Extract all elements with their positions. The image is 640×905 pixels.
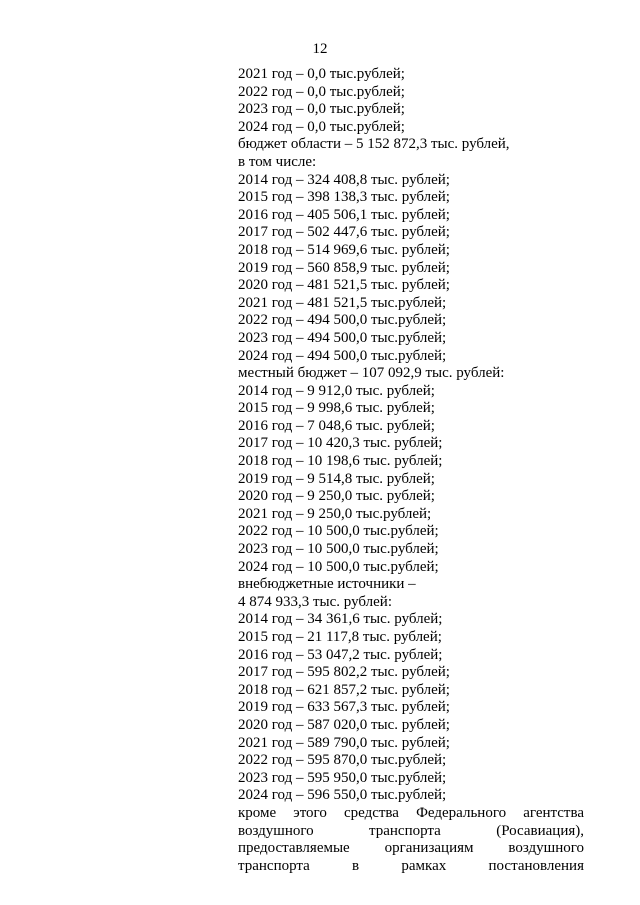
text-line: 2018 год – 10 198,6 тыс. рублей; xyxy=(238,453,443,470)
text-line: бюджет области – 5 152 872,3 тыс. рублей, xyxy=(238,136,510,153)
text-line: 2021 год – 9 250,0 тыс.рублей; xyxy=(238,505,432,522)
text-line: 2024 год – 10 500,0 тыс.рублей; xyxy=(238,558,439,575)
text-line: 2019 год – 633 567,3 тыс. рублей; xyxy=(238,699,450,716)
text-line: внебюджетные источники – xyxy=(238,576,416,593)
text-line: 2019 год – 560 858,9 тыс. рублей; xyxy=(238,259,450,276)
paragraph-line: транспорта в рамках постановления xyxy=(238,857,584,874)
text-line: 2023 год – 10 500,0 тыс.рублей; xyxy=(238,541,439,558)
text-line: 2017 год – 502 447,6 тыс. рублей; xyxy=(238,224,450,241)
text-line: 2022 год – 10 500,0 тыс.рублей; xyxy=(238,523,439,540)
text-line: 2023 год – 0,0 тыс.рублей; xyxy=(238,101,405,118)
text-line: 2015 год – 398 138,3 тыс. рублей; xyxy=(238,189,450,206)
paragraph-line: предоставляемые организациям воздушного xyxy=(238,840,584,857)
text-line: 2022 год – 0,0 тыс.рублей; xyxy=(238,83,405,100)
text-line: 2018 год – 621 857,2 тыс. рублей; xyxy=(238,681,450,698)
text-line: 2015 год – 9 998,6 тыс. рублей; xyxy=(238,400,435,417)
text-line: 2024 год – 596 550,0 тыс.рублей; xyxy=(238,787,447,804)
text-line: 2016 год – 7 048,6 тыс. рублей; xyxy=(238,417,435,434)
text-line: местный бюджет – 107 092,9 тыс. рублей: xyxy=(238,365,505,382)
text-line: 4 874 933,3 тыс. рублей: xyxy=(238,593,392,610)
paragraph-line: воздушного транспорта (Росавиация), xyxy=(238,822,584,839)
text-line: 2022 год – 494 500,0 тыс.рублей; xyxy=(238,312,447,329)
text-line: 2024 год – 0,0 тыс.рублей; xyxy=(238,118,405,135)
text-line: 2016 год – 405 506,1 тыс. рублей; xyxy=(238,206,450,223)
text-line: 2024 год – 494 500,0 тыс.рублей; xyxy=(238,347,447,364)
text-line: 2019 год – 9 514,8 тыс. рублей; xyxy=(238,470,435,487)
text-line: 2017 год – 10 420,3 тыс. рублей; xyxy=(238,435,443,452)
paragraph-line: кроме этого средства Федерального агентства xyxy=(238,804,584,821)
text-line: 2020 год – 587 020,0 тыс. рублей; xyxy=(238,716,450,733)
text-line: 2014 год – 34 361,6 тыс. рублей; xyxy=(238,611,443,628)
text-line: 2017 год – 595 802,2 тыс. рублей; xyxy=(238,664,450,681)
text-line: 2020 год – 9 250,0 тыс. рублей; xyxy=(238,488,435,505)
text-line: 2021 год – 481 521,5 тыс.рублей; xyxy=(238,294,447,311)
text-line: 2016 год – 53 047,2 тыс. рублей; xyxy=(238,646,443,663)
text-line: 2014 год – 9 912,0 тыс. рублей; xyxy=(238,382,435,399)
text-line: 2020 год – 481 521,5 тыс. рублей; xyxy=(238,277,450,294)
text-line: в том числе: xyxy=(238,153,317,170)
text-line: 2021 год – 0,0 тыс.рублей; xyxy=(238,66,405,82)
text-line: 2022 год – 595 870,0 тыс.рублей; xyxy=(238,752,447,769)
text-line: 2023 год – 595 950,0 тыс.рублей; xyxy=(238,769,447,786)
page-number: 12 xyxy=(312,41,328,57)
text-line: 2014 год – 324 408,8 тыс. рублей; xyxy=(238,171,450,188)
document-body xyxy=(238,66,584,875)
text-line: 2018 год – 514 969,6 тыс. рублей; xyxy=(238,241,450,258)
text-line: 2015 год – 21 117,8 тыс. рублей; xyxy=(238,629,442,645)
text-line: 2021 год – 589 790,0 тыс. рублей; xyxy=(238,734,450,751)
text-line: 2023 год – 494 500,0 тыс.рублей; xyxy=(238,329,447,346)
